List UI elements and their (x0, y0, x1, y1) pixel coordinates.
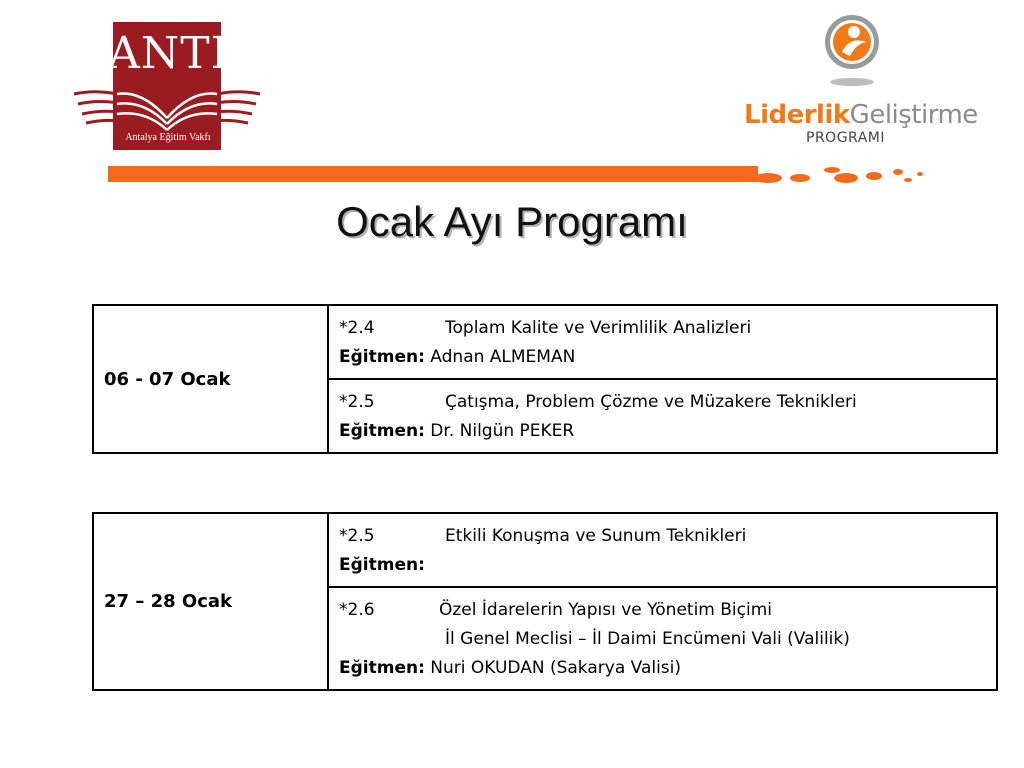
trainer-name: Dr. Nilgün PEKER (430, 421, 575, 441)
trainer-label: Eğitmen: (339, 421, 425, 441)
liderlik-subtitle: PROGRAMI (806, 130, 885, 146)
course-cell (328, 587, 997, 690)
antev-logo (72, 20, 277, 152)
course-name: Etkili Konuşma ve Sunum Teknikleri (445, 526, 747, 546)
course-code: *2.5 (339, 392, 375, 412)
table-row (93, 305, 997, 379)
table-row (93, 513, 997, 587)
course-name: Çatışma, Problem Çözme ve Müzakere Teknikleri (445, 392, 857, 412)
course-name-line2: İl Genel Meclisi – İl Daimi Encümeni Vali (Valilik) (445, 629, 850, 649)
page-title: Ocak Ayı Programı (336, 198, 688, 245)
course-code: *2.6 (339, 600, 375, 620)
antev-wordmark: ANTEV (108, 28, 277, 79)
trainer-name: Nuri OKUDAN (Sakarya Valisi) (430, 658, 682, 678)
course-cell (328, 305, 997, 379)
course-cell (328, 379, 997, 453)
orange-splash-decoration (748, 162, 938, 186)
trainer-name: Adnan ALMEMAN (430, 347, 576, 367)
course-name: Toplam Kalite ve Verimlilik Analizleri (445, 318, 752, 338)
liderlik-logo (740, 10, 978, 150)
course-cell (328, 513, 997, 587)
trainer-label: Eğitmen: (339, 347, 425, 367)
trainer-label: Eğitmen: (339, 555, 425, 575)
liderlik-wordmark: LiderlikGeliştirme (744, 100, 978, 130)
antev-caption: Antalya Eğitim Vakfı (125, 132, 211, 143)
course-code: *2.5 (339, 526, 375, 546)
trainer-label: Eğitmen: (339, 658, 425, 678)
course-name: Özel İdarelerin Yapısı ve Yönetim Biçimi (439, 600, 772, 620)
orange-band (108, 166, 758, 182)
person-emblem-icon (820, 12, 884, 92)
schedule-table-1 (92, 304, 998, 454)
schedule-table-2 (92, 512, 998, 691)
course-code: *2.4 (339, 318, 375, 338)
session-date: 27 – 28 Ocak (93, 513, 328, 690)
session-date: 06 - 07 Ocak (93, 305, 328, 453)
